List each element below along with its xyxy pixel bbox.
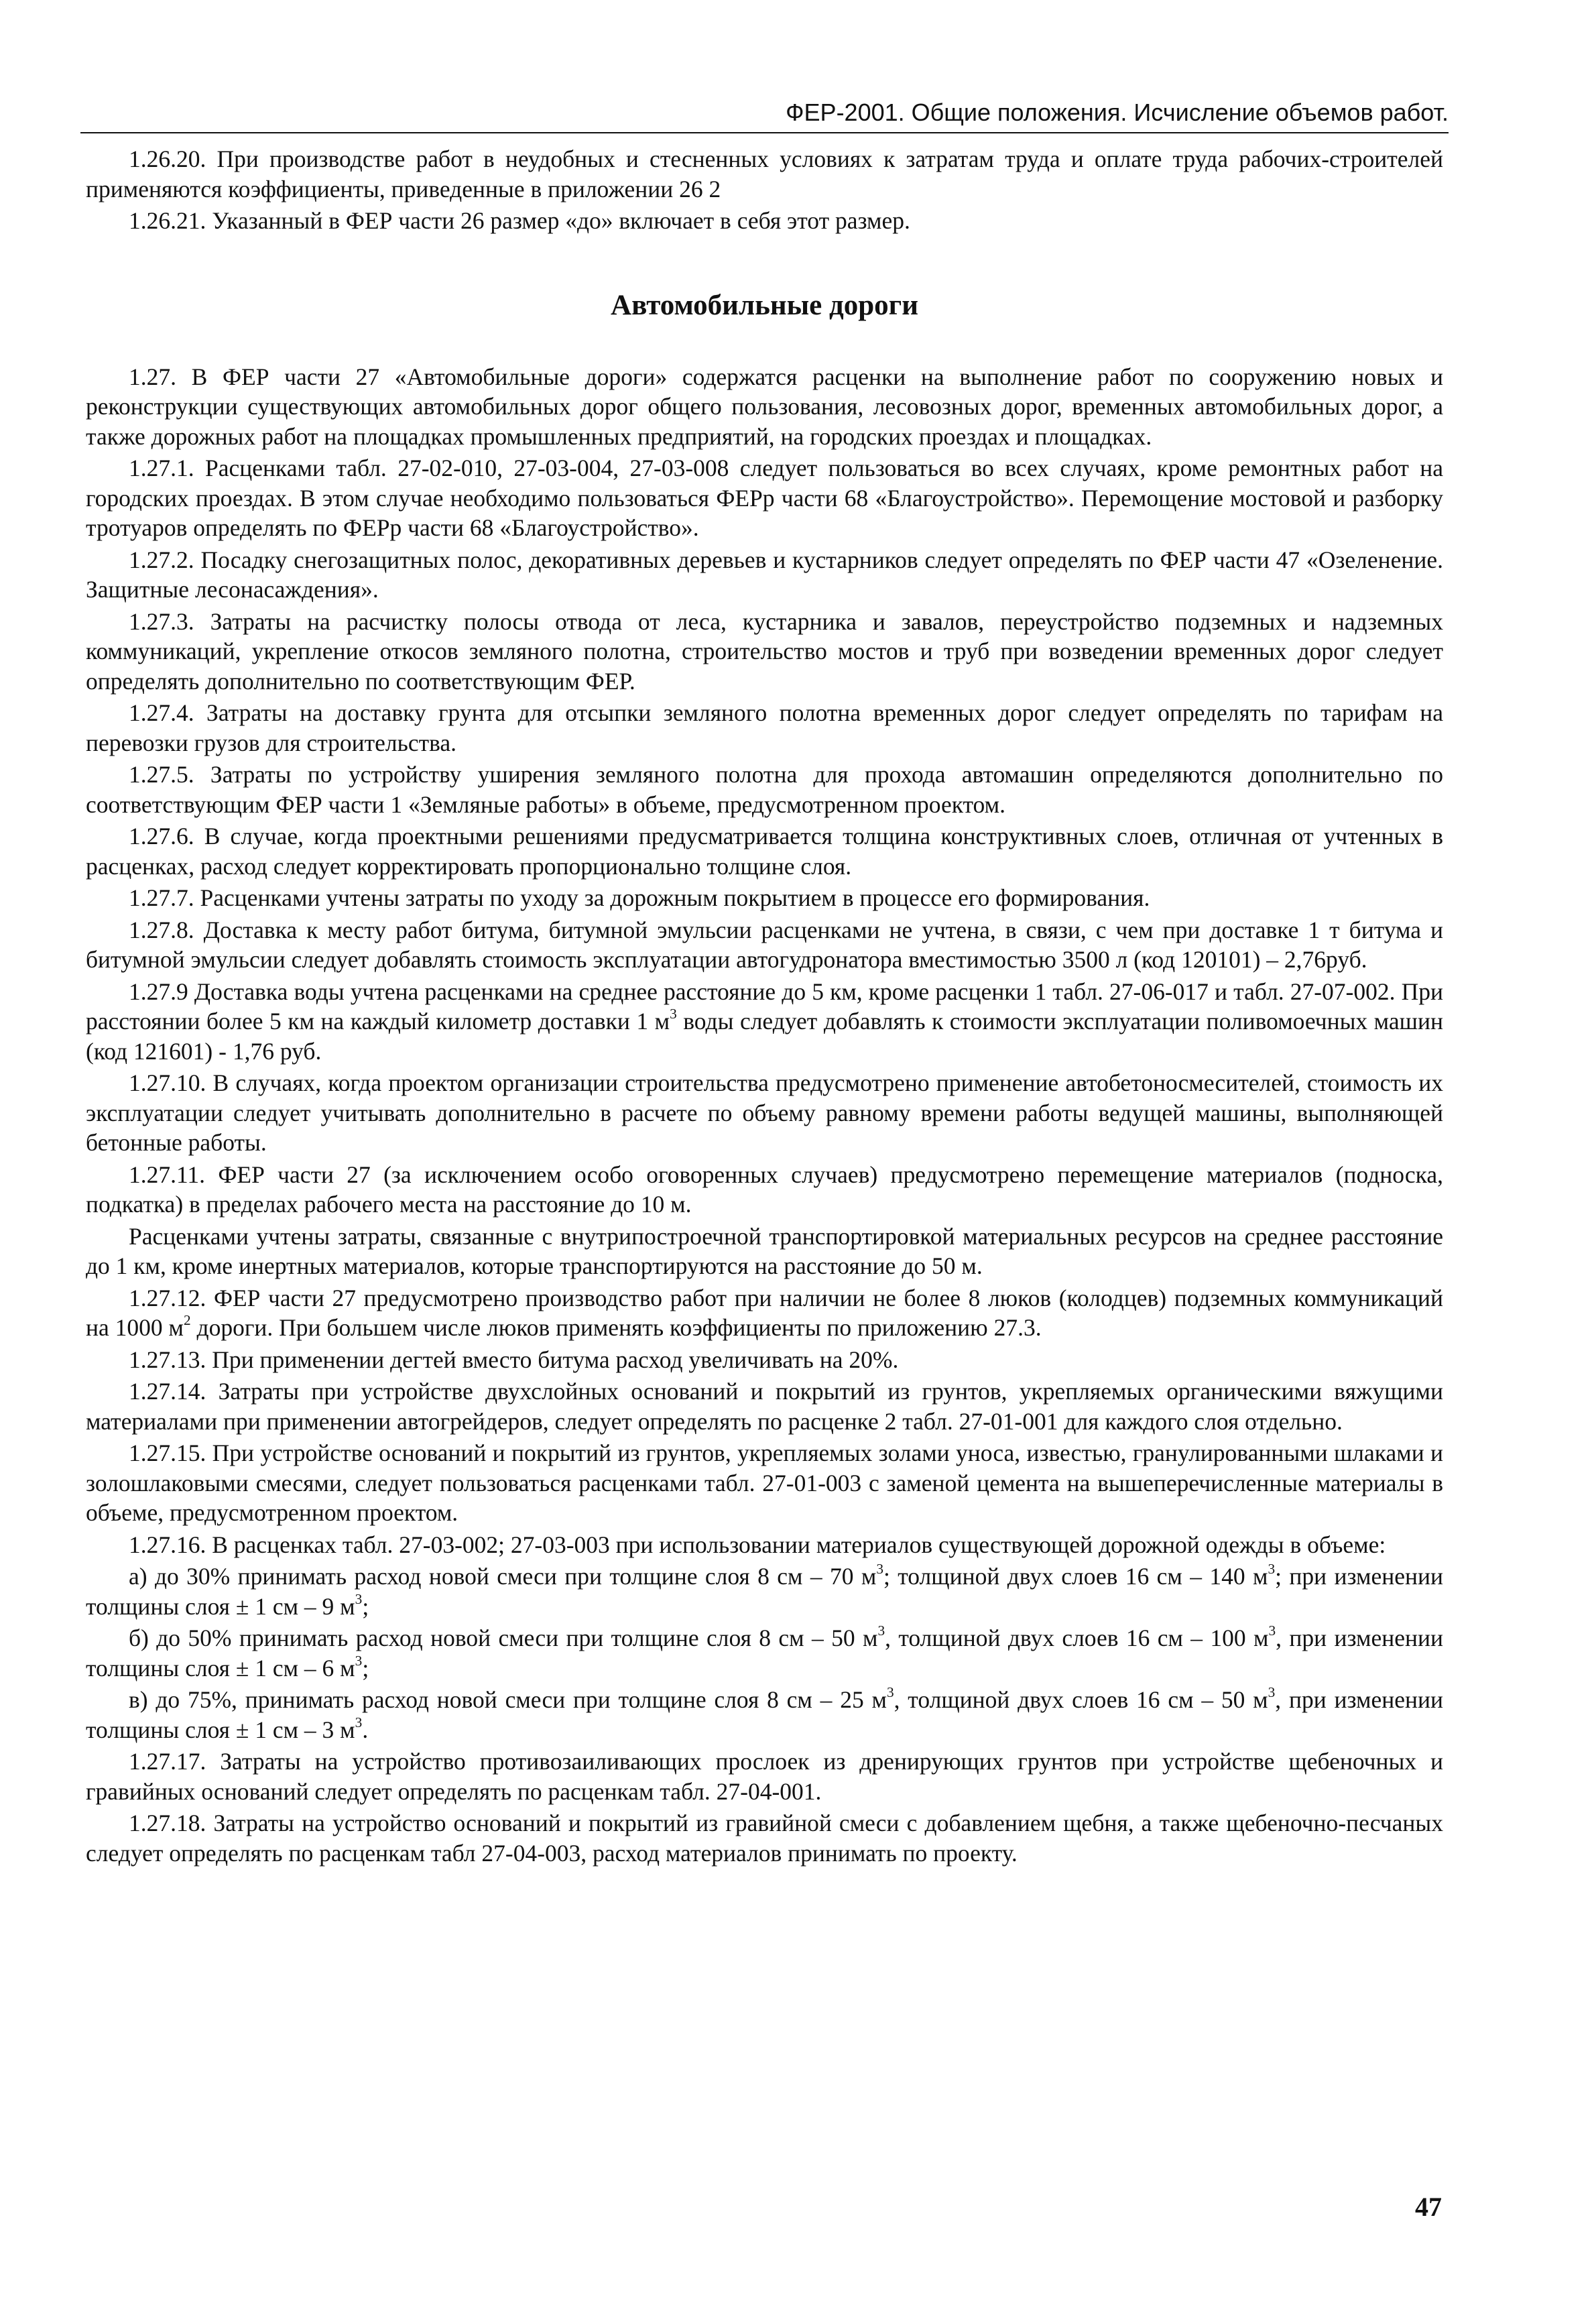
paragraph-1-27-16: 1.27.16. В расценках табл. 27-03-002; 27-03-003 при использовании материалов существующей дорожной одежды в объеме: — [129, 1531, 1386, 1558]
paragraph-1-27-6: 1.27.6. В случае, когда проектными решениями предусматривается толщина конструктивных слоев, отличная от учтенных в расценках, расход следует корректировать пропорционально толщине слоя. — [86, 823, 1443, 880]
paragraph-1-27-9-text-a: 1.27.9 Доставка воды учтена расценками на среднее расстояние до 5 км, кроме расценки 1 табл. 27-06-017 и табл. 27-07-002. При расстоянии более 5 км на каждый километр доставки 1 м — [86, 978, 1443, 1035]
paragraph-1-27-12 — [86, 1283, 1443, 1343]
paragraph-1-27-12-text-a: 1.27.12. ФЕР части 27 предусмотрено производство работ при наличии не более 8 люков (колодцев) подземных коммуникаций на 1000 м — [86, 1284, 1443, 1341]
page-number: 47 — [1415, 2192, 1442, 2222]
superscript-3: 3 — [877, 1623, 885, 1639]
paragraph-1-27-14: 1.27.14. Затраты при устройстве двухслойных оснований и покрытий из грунтов, укрепляемых органическими вяжущими материалами при применении автогрейдеров, следует определять по расценке 2 табл. 27-01-001 для каждого слоя отдельно. — [86, 1378, 1443, 1435]
superscript-3: 3 — [1268, 1684, 1276, 1701]
superscript-3: 3 — [355, 1652, 363, 1669]
superscript-3: 3 — [355, 1590, 363, 1607]
list-item-b-part-2: , толщиной двух слоев 16 см – 100 м — [885, 1625, 1269, 1651]
paragraph-1-27-1: 1.27.1. Расценками табл. 27-02-010, 27-03-004, 27-03-008 следует пользоваться во всех случаях, кроме ремонтных работ на городских проездах. В этом случае необходимо пользоваться ФЕРр части 68 «Благоустройство». Перемощение мостовой и разборку тротуаров определять по ФЕРр части 68 «Благоустройство». — [86, 455, 1443, 541]
paragraph-1-27-7: 1.27.7. Расценками учтены затраты по уходу за дорожным покрытием в процессе его формирования. — [129, 884, 1150, 911]
paragraph-1-27-3: 1.27.3. Затраты на расчистку полосы отвода от леса, кустарника и завалов, переустройство подземных и надземных коммуникаций, укрепление откосов земляного полотна, строительство мостов и труб при возведении временных дорог следует определять дополнительно по соответствующим ФЕР. — [86, 607, 1443, 695]
paragraph-1-27-9-text-b: воды следует добавлять к стоимости эксплуатации поливомоечных машин (код 121601) - 1,76 руб. — [86, 1008, 1443, 1065]
document-body — [86, 144, 1443, 1868]
paragraph-1-27-13: 1.27.13. При применении дегтей вместо битума расход увеличивать на 20%. — [129, 1346, 899, 1373]
list-item-v-part-2: , толщиной двух слоев 16 см – 50 м — [894, 1686, 1268, 1713]
paragraph-1-27: 1.27. В ФЕР части 27 «Автомобильные дороги» содержатся расценки на выполнение работ по сооружению новых и реконструкции существующих автомобильных дорог общего пользования, лесовозных дорог, временных автомобильных дорог, а также дорожных работ на площадках промышленных предприятий, на городских проездах и площадках. — [86, 363, 1443, 450]
paragraph-1-27-11: 1.27.11. ФЕР части 27 (за исключением особо оговоренных случаев) предусмотрено перемещение материалов (подноска, подкатка) в пределах рабочего места на расстояние до 10 м. — [86, 1161, 1443, 1218]
paragraph-1-27-4: 1.27.4. Затраты на доставку грунта для отсыпки земляного полотна временных дорог следует определять по тарифам на перевозки грузов для строительства. — [86, 699, 1443, 756]
superscript-3: 3 — [670, 1006, 677, 1022]
list-item-v-end: . — [362, 1716, 369, 1743]
superscript-3: 3 — [1268, 1623, 1276, 1639]
list-item-v-part-3: , при изменении толщины слоя ± 1 см – 3 м — [86, 1686, 1443, 1743]
running-header: ФЕР-2001. Общие положения. Исчисление объемов работ. — [786, 99, 1449, 126]
superscript-3: 3 — [876, 1561, 883, 1578]
superscript-3: 3 — [1268, 1561, 1276, 1578]
paragraph-1-27-17: 1.27.17. Затраты на устройство противозаиливающих прослоек из дренирующих грунтов при устройстве щебеночных и гравийных оснований следует определять по расценкам табл. 27-04-001. — [86, 1748, 1443, 1805]
paragraph-1-27-18: 1.27.18. Затраты на устройство оснований и покрытий из гравийной смеси с добавлением щебня, а также щебеночно-песчаных следует определять по расценкам табл 27-04-003, расход материалов принимать по проекту. — [86, 1810, 1443, 1867]
paragraph-transport: Расценками учтены затраты, связанные с внутрипостроечной транспортировкой материальных ресурсов на среднее расстояние до 1 км, кроме инертных материалов, которые транспортируются на расстояние до 50 м. — [86, 1222, 1443, 1279]
paragraph-1-27-2: 1.27.2. Посадку снегозащитных полос, декоративных деревьев и кустарников следует определять по ФЕР части 47 «Озеленение. Защитные лесонасаждения». — [86, 546, 1443, 603]
paragraph-1-27-12-text-b: дороги. При большем числе люков применять коэффициенты по приложению 27.3. — [190, 1314, 1042, 1341]
list-item-a-part-3: ; при изменении толщины слоя ± 1 см – 9 м — [86, 1563, 1443, 1620]
list-item-v — [86, 1685, 1443, 1745]
list-item-b-end: ; — [362, 1654, 369, 1682]
paragraph-1-27-9 — [86, 977, 1443, 1067]
list-item-v-part-1: в) до 75%, принимать расход новой смеси при толщине слоя 8 см – 25 м — [129, 1686, 887, 1713]
superscript-2: 2 — [183, 1312, 191, 1329]
superscript-3: 3 — [886, 1684, 894, 1701]
paragraph-1-27-10: 1.27.10. В случаях, когда проектом организации строительства предусмотрено применение автобетоносмесителей, стоимость их эксплуатации следует учитывать дополнительно в расчете по объему равному времени работы ведущей машины, выполняющей бетонные работы. — [86, 1069, 1443, 1156]
list-item-b-part-1: б) до 50% принимать расход новой смеси при толщине слоя 8 см – 50 м — [129, 1625, 878, 1651]
paragraph-1-26-21: 1.26.21. Указанный в ФЕР части 26 размер «до» включает в себя этот размер. — [129, 207, 910, 234]
paragraph-1-27-15: 1.27.15. При устройстве оснований и покрытий из грунтов, укрепляемых золами уноса, известью, гранулированными шлаками и золошлаковыми смесями, следует пользоваться расценками табл. 27-01-003 с заменой цемента на вышеперечисленные материалы в объеме, предусмотренном проектом. — [86, 1439, 1443, 1526]
paragraph-1-27-8: 1.27.8. Доставка к месту работ битума, битумной эмульсии расценками не учтена, в связи, с чем при доставке 1 т битума и битумной эмульсии следует добавлять стоимость эксплуатации автогудронатора вместимостью 3500 л (код 120101) – 2,76руб. — [86, 916, 1443, 973]
list-item-a — [86, 1561, 1443, 1621]
superscript-3: 3 — [355, 1714, 363, 1730]
section-title: Автомобильные дороги — [611, 289, 918, 321]
paragraph-1-26-20: 1.26.20. При производстве работ в неудобных и стесненных условиях к затратам труда и оплате труда рабочих-строителей применяются коэффициенты, приведенные в приложении 26 2 — [86, 145, 1443, 202]
list-item-b-part-3: , при изменении толщины слоя ± 1 см – 6 м — [86, 1625, 1443, 1682]
list-item-a-part-1: а) до 30% принимать расход новой смеси при толщине слоя 8 см – 70 м — [129, 1563, 877, 1590]
list-item-a-part-2: ; толщиной двух слоев 16 см – 140 м — [883, 1563, 1268, 1590]
list-item-a-end: ; — [362, 1592, 369, 1620]
list-item-b — [86, 1623, 1443, 1683]
header-rule — [80, 132, 1449, 133]
paragraph-1-27-5: 1.27.5. Затраты по устройству уширения земляного полотна для прохода автомашин определяются дополнительно по соответствующим ФЕР части 1 «Земляные работы» в объеме, предусмотренном проектом. — [86, 761, 1443, 818]
